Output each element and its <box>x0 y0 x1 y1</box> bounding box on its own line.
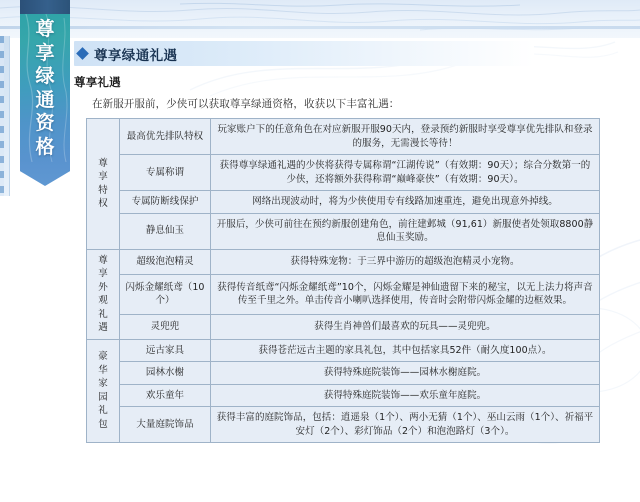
category-char: 礼 <box>98 308 108 320</box>
item-name-cell: 专属防断线保护 <box>120 191 211 214</box>
ribbon-cap <box>20 0 70 14</box>
item-name-cell: 静息仙玉 <box>120 213 211 249</box>
ribbon-char-5: 格 <box>35 135 55 158</box>
category-char: 尊 <box>98 254 108 266</box>
ribbon-char-4: 资 <box>35 112 55 134</box>
category-char: 特 <box>98 184 108 196</box>
table-row <box>87 314 600 339</box>
gift-table-wrapper <box>86 118 594 443</box>
category-char: 外 <box>98 281 108 293</box>
ribbon-char-0: 尊 <box>35 18 55 40</box>
gift-table-body <box>87 119 600 443</box>
category-char: 享 <box>98 268 108 279</box>
category-char: 享 <box>98 171 108 183</box>
category-char: 遇 <box>98 322 108 333</box>
page-title: 尊享绿通礼遇 <box>94 47 178 64</box>
category-char: 权 <box>98 198 108 210</box>
table-row <box>87 384 600 407</box>
item-name-cell: 专属称谓 <box>120 155 211 191</box>
vertical-ribbon-banner <box>20 0 70 186</box>
intro-paragraph: 在新服开服前，少侠可以获取尊享绿通资格，收获以下丰富礼遇： <box>92 98 400 110</box>
item-desc-cell: 获得尊享绿通礼遇的少侠将获得专属称谓“江湖传说”（有效期：90天）；综合分数第一的少侠，还将额外获得称谓“巅峰豪侠”（有效期：90天）。 <box>211 155 600 191</box>
item-name-cell: 欢乐童年 <box>120 384 211 407</box>
item-desc-cell: 玩家账户下的任意角色在对应新服开服90天内，登录预约新服时享受尊享优先排队和登录的服务，无需漫长等待！ <box>211 119 600 155</box>
ribbon-char-2: 绿 <box>35 65 55 87</box>
category-char: 包 <box>98 418 108 430</box>
item-name-cell: 灵兜兜 <box>120 314 211 339</box>
category-char: 家 <box>98 378 108 390</box>
item-name-cell: 超级泡泡精灵 <box>120 249 211 274</box>
diamond-icon <box>76 47 89 60</box>
category-char: 尊 <box>98 157 108 169</box>
table-row <box>87 249 600 274</box>
item-name-cell: 闪烁金耀纸鸢（10个） <box>120 274 211 314</box>
table-row <box>87 274 600 314</box>
item-desc-cell: 获得生肖神兽们最喜欢的玩具——灵兜兜。 <box>211 314 600 339</box>
table-row <box>87 339 600 362</box>
item-name-cell: 大量庭院饰品 <box>120 407 211 443</box>
table-row <box>87 407 600 443</box>
item-desc-cell: 获得特殊庭院装饰——园林水榭庭院。 <box>211 362 600 385</box>
item-name-cell: 最高优先排队特权 <box>120 119 211 155</box>
item-desc-cell: 开服后，少侠可前往在预约新服创建角色，前往建邺城（91,61）新服使者处领取8800静息仙玉奖励。 <box>211 213 600 249</box>
category-char: 礼 <box>98 405 108 417</box>
item-name-cell: 园林水榭 <box>120 362 211 385</box>
page-edge-ticks <box>0 36 4 196</box>
ribbon-char-3: 通 <box>35 88 55 111</box>
subsection-title: 尊享礼遇 <box>74 75 121 89</box>
item-desc-cell: 获得特殊庭院装饰——欢乐童年庭院。 <box>211 384 600 407</box>
category-cell-homestead <box>87 339 120 443</box>
item-desc-cell: 获得丰富的庭院饰品，包括：逍遥泉（1个）、两小无猜（1个）、巫山云雨（1个）、祈福平安灯（2个）、彩灯饰品（2个）和泡泡路灯（3个）。 <box>211 407 600 443</box>
section-heading <box>74 41 534 66</box>
item-name-cell: 远古家具 <box>120 339 211 362</box>
item-desc-cell: 获得苍茫远古主题的家具礼包，其中包括家具52件（耐久度100点）。 <box>211 339 600 362</box>
category-cell-appearance <box>87 249 120 339</box>
table-row <box>87 213 600 249</box>
table-row <box>87 119 600 155</box>
ribbon-vertical-text <box>20 18 70 159</box>
table-row <box>87 155 600 191</box>
gift-table <box>86 118 600 443</box>
category-char: 园 <box>98 391 108 403</box>
category-cell-privileges <box>87 119 120 250</box>
category-char: 华 <box>98 364 108 376</box>
item-desc-cell: 网络出现波动时，将为少侠使用专有线路加速重连，避免出现意外掉线。 <box>211 191 600 214</box>
band-divider-line <box>0 26 640 29</box>
category-char: 观 <box>98 295 108 306</box>
table-row <box>87 191 600 214</box>
item-desc-cell: 获得传音纸鸢“闪烁金耀纸鸢”10个，闪烁金耀是神仙遗留下来的秘宝，以无上法力将声音传至千里之外。单击传音小喇叭选择使用，传音时会附带闪烁金耀的边框效果。 <box>211 274 600 314</box>
table-row <box>87 362 600 385</box>
ribbon-tip <box>20 162 70 186</box>
item-desc-cell: 获得特殊宠物：于三界中游历的超级泡泡精灵小宠物。 <box>211 249 600 274</box>
ribbon-char-1: 享 <box>35 41 55 64</box>
category-char: 豪 <box>98 351 108 363</box>
